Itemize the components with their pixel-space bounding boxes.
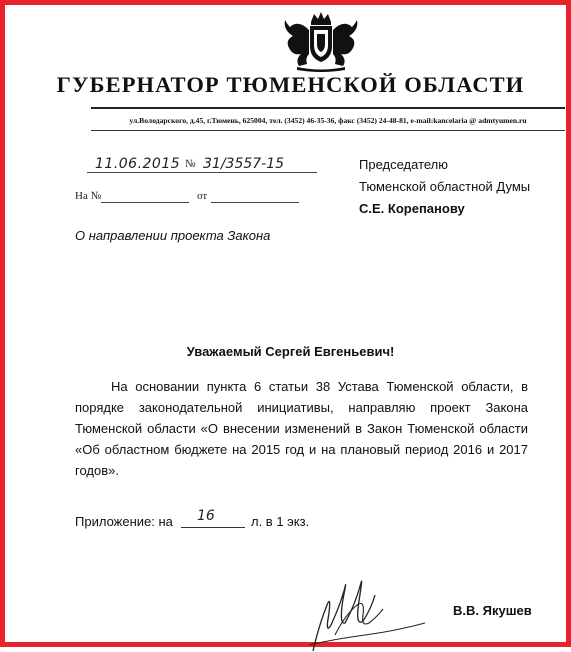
handwritten-signature <box>305 565 435 652</box>
subject-line: О направлении проекта Закона <box>75 228 271 243</box>
letterhead-rule-bottom <box>91 130 565 131</box>
addressee-name: С.Е. Корепанову <box>359 201 465 216</box>
reference-number-label: На № <box>75 190 102 202</box>
handwritten-date: 11.06.2015 <box>95 156 181 172</box>
letterhead-rule-top <box>91 107 565 109</box>
letterhead-address: ул.Володарского, д.45, г.Тюмень, 625004, тел. (3452) 46-35-36, факс (3452) 24-48-81, e-mail:kancelaria @ admtyumen.ru <box>129 116 527 125</box>
coat-of-arms-icon <box>279 10 363 72</box>
handwritten-number: 31/3557-15 <box>203 156 285 172</box>
signer-name: В.В. Якушев <box>453 603 532 618</box>
reference-number-line <box>101 202 189 203</box>
attachment-copies: л. в 1 экз. <box>251 514 310 529</box>
reference-date-label: от <box>197 190 208 202</box>
addressee-block <box>359 154 530 220</box>
attachment-label: Приложение: на <box>75 514 173 529</box>
number-label: № <box>185 158 196 170</box>
addressee-organization: Тюменской областной Думы <box>359 179 531 194</box>
addressee-position: Председателю <box>359 157 449 172</box>
attachment-pages-handwritten: 16 <box>197 508 215 524</box>
reference-date-line <box>211 202 299 203</box>
greeting: Уважаемый Сергей Евгеньевич! <box>186 344 395 359</box>
letterhead-title: ГУБЕРНАТОР ТЮМЕНСКОЙ ОБЛАСТИ <box>56 72 525 97</box>
attachment-pages-line <box>181 527 245 528</box>
letter-body: На основании пункта 6 статьи 38 Устава Тюменской области, в порядке законодательной инициативы, направляю проект Закона Тюменской области «О внесении изменений в Закон Тюменской области «Об областном бюджете на 2015 год и на плановый период 2016 и 2017 годов». <box>75 379 528 478</box>
registration-line <box>87 172 317 173</box>
